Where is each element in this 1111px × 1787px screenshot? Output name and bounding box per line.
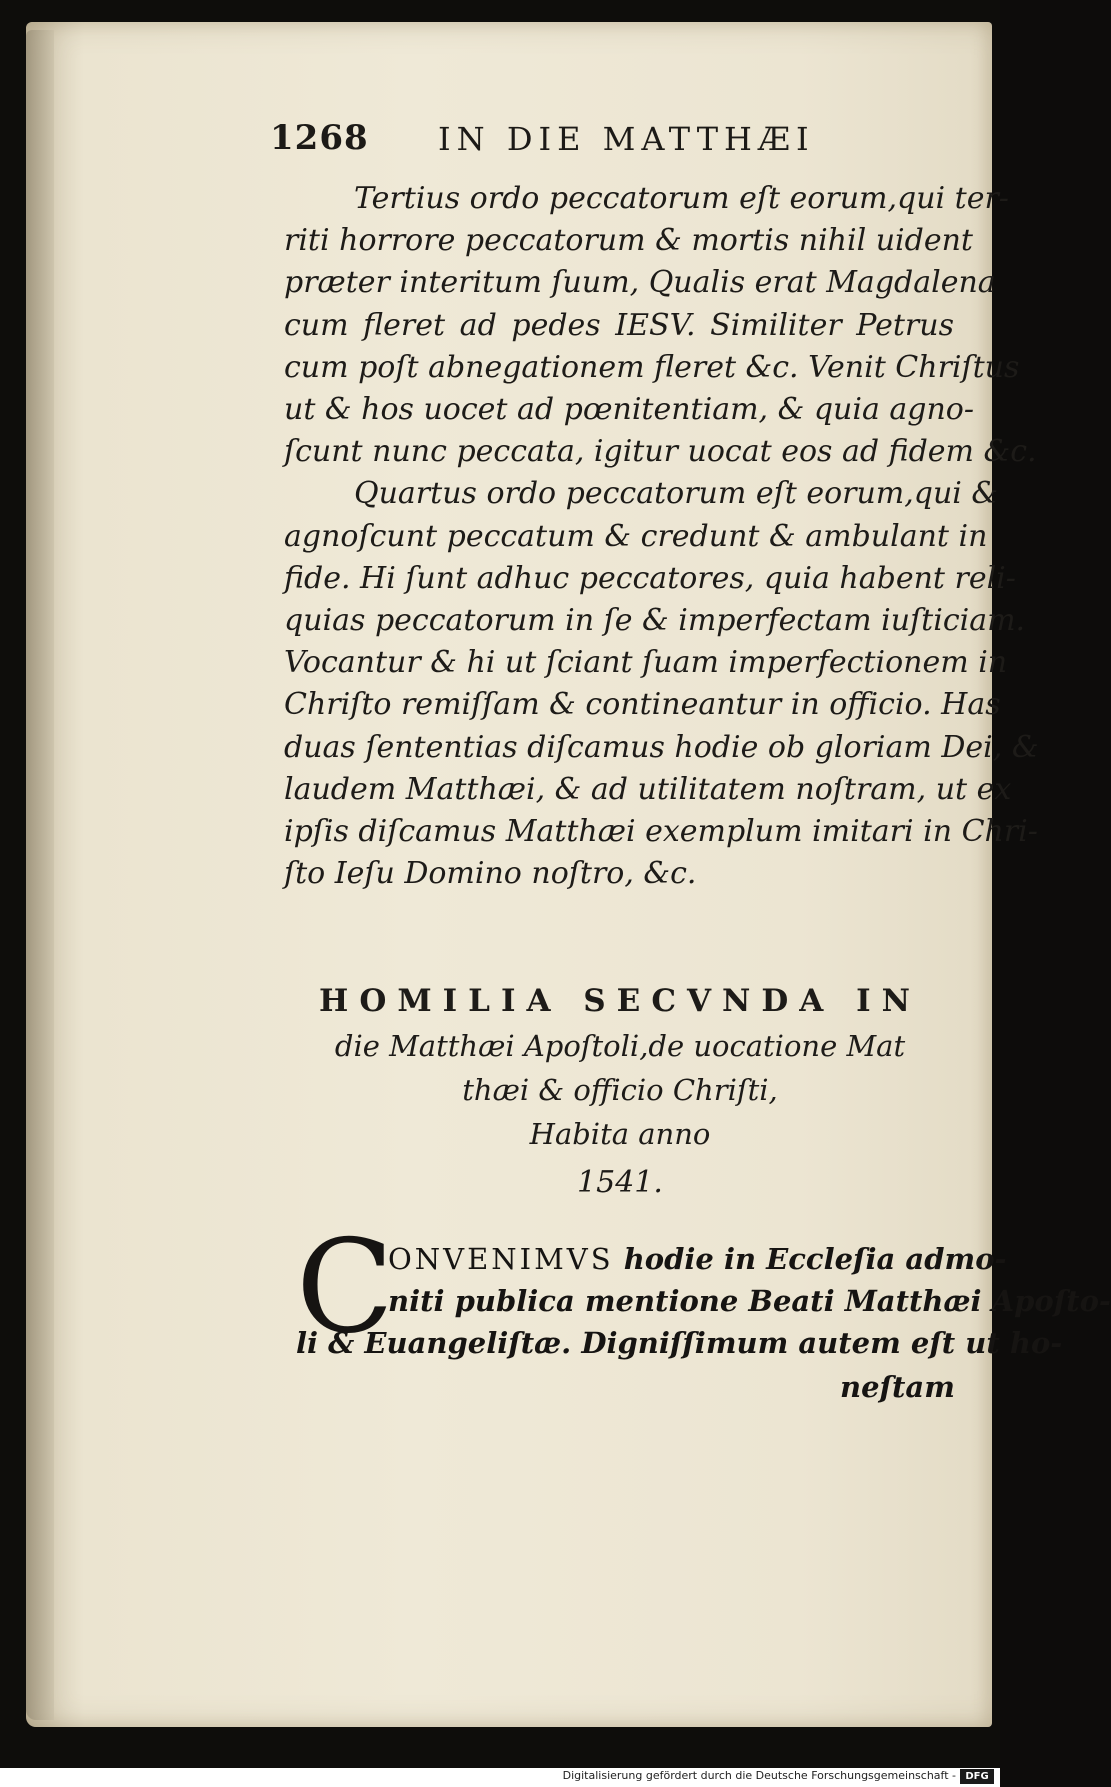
opening-line: li & Euangeliſtæ. Digniſſimum autem eſt ut ho-: [296, 1326, 1063, 1360]
running-title: IN DIE MATTHÆI: [438, 120, 815, 158]
text-line: laudem Matthæi, & ad utilitatem noſtram, ut ex: [284, 771, 1012, 807]
dfg-logo: DFG: [960, 1769, 994, 1784]
running-header: [270, 118, 910, 168]
opening-line: [388, 1242, 1007, 1276]
drop-cap: C: [296, 1213, 394, 1362]
homily-title: HOMILIA SECVNDA IN: [319, 983, 921, 1019]
text-line: fide. Hi ſunt adhuc peccatores, quia habent reli-: [284, 560, 1016, 596]
text-line: quias peccatorum in ſe & imperfectam iuſticiam.: [284, 603, 1026, 639]
text-line: duas ſententias diſcamus hodie ob gloriam Dei, &: [284, 729, 1039, 765]
text-line: riti horrore peccatorum & mortis nihil uident: [284, 223, 973, 259]
text-line: ſcunt nunc peccata, igitur uocat eos ad fidem &c.: [284, 434, 1037, 470]
catchword: neſtam: [840, 1370, 955, 1404]
text-line: ſto Ieſu Domino noſtro, &c.: [284, 856, 697, 892]
text-line: præter interitum ſuum, Qualis erat Magdalena: [284, 265, 996, 301]
homily-heading: [300, 978, 940, 1206]
opening-caps: ONVENIMVS: [388, 1242, 614, 1276]
digitization-credit: Digitalisierung gefördert durch die Deutsche Forschungsgemeinschaft -: [562, 1769, 956, 1782]
text-line: cum poſt abnegationem fleret &c. Venit Chriſtus: [284, 349, 1020, 385]
homily-subtitle-line: die Matthæi Apoſtoli,de uocatione Mat: [334, 1029, 906, 1063]
text-line: Tertius ordo peccatorum eſt eorum,qui ter-: [354, 181, 1009, 216]
text-line: cum fleret ad pedes IESV. Similiter Petrus: [284, 307, 954, 343]
text-line: Quartus ordo peccatorum eſt eorum,qui &: [354, 476, 999, 512]
body-text: [284, 178, 1039, 895]
text-line: Chriſto remiſſam & contineantur in officio. Has: [284, 687, 1001, 723]
homily-subtitle-line: Habita anno: [529, 1117, 711, 1151]
homily-subtitle-line: thæi & officio Chriſti,: [462, 1073, 778, 1107]
text-line: agnoſcunt peccatum & credunt & ambulant in: [284, 518, 988, 554]
opening-line: niti publica mentione Beati Matthæi Apoſto-: [388, 1284, 1111, 1318]
text-line: ut & hos uocet ad pœnitentiam, & quia agno-: [284, 392, 974, 428]
homily-year: 1541.: [577, 1165, 663, 1200]
text-line: Vocantur & hi ut ſciant ſuam imperfectionem in: [284, 645, 1008, 681]
text-line: ipſis diſcamus Matthæi exemplum imitari in Chri-: [284, 814, 1038, 850]
page-number: 1268: [270, 118, 369, 158]
page-gutter-shadow: [26, 30, 54, 1720]
opening-line-rest: hodie in Eccleſia admo-: [613, 1242, 1007, 1276]
